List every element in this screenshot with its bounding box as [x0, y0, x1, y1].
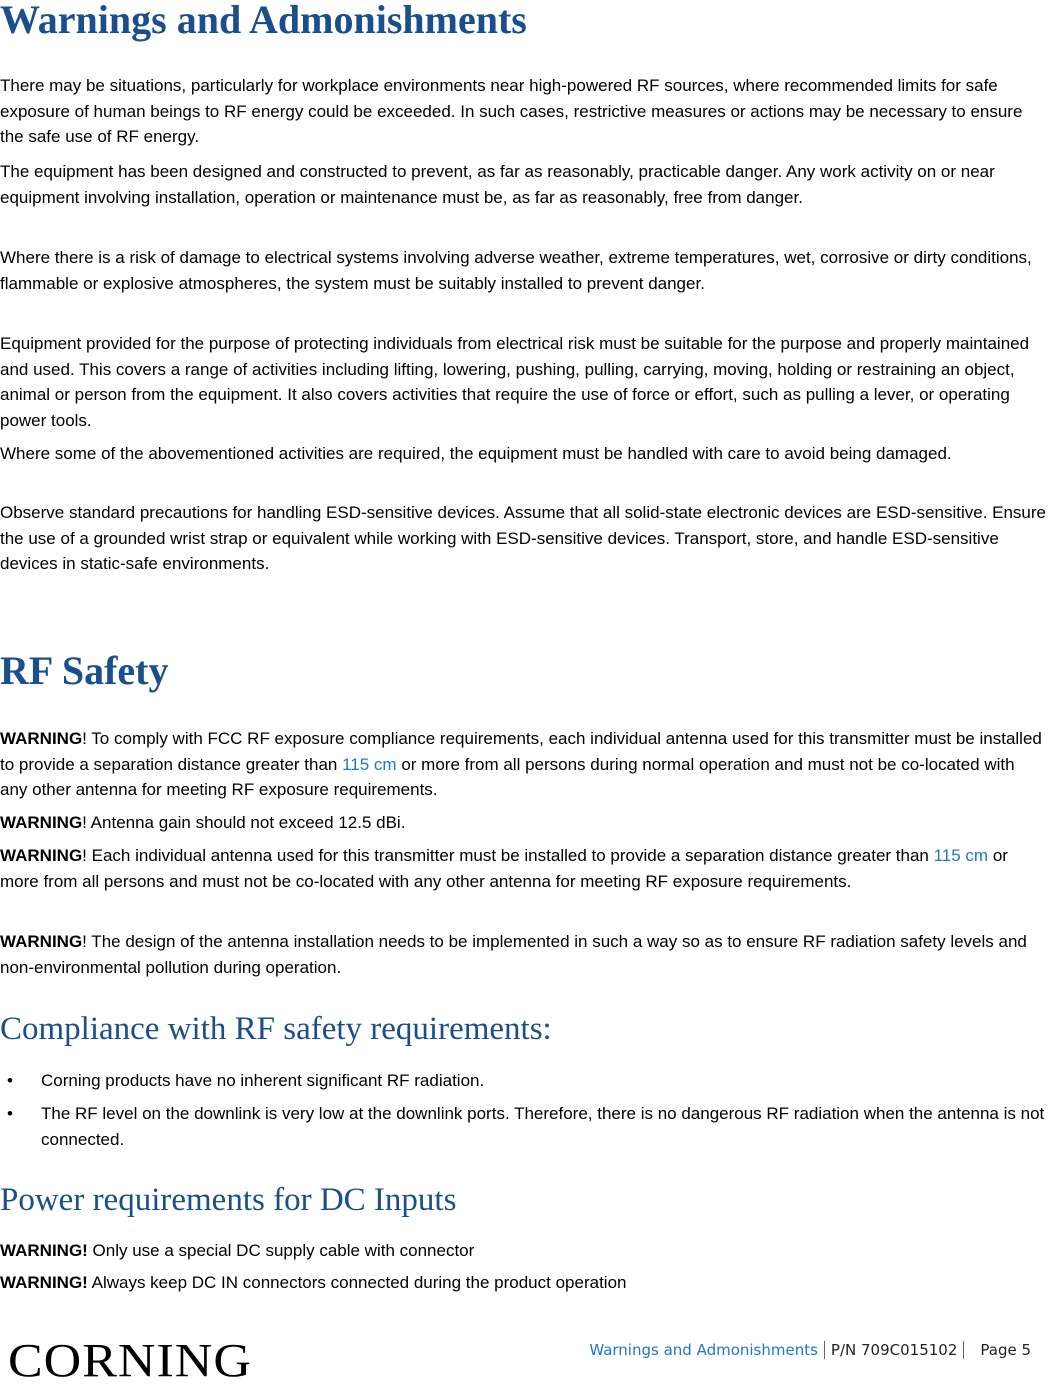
- paragraph-rf-exposure: There may be situations, particularly for workplace environments near high-powered RF sources, where recommended limits for safe exposure of human beings to RF energy could be exceeded. In such cases, restrictive measures or actions may be necessary to ensure the safe use of RF energy.: [0, 76, 1023, 146]
- page-footer: [589, 1340, 1031, 1360]
- bullet-icon: •: [7, 1071, 13, 1090]
- separation-distance: 115 cm: [933, 846, 989, 865]
- heading-warnings: Warnings and Admonishments: [0, 0, 527, 42]
- paragraph-equipment-design: The equipment has been designed and constructed to prevent, as far as reasonably, practicable danger. Any work activity on or near equipment involving installation, operation or maintenance must be, as far as reasonably, free from danger.: [0, 162, 995, 207]
- paragraph-esd: Observe standard precautions for handling ESD-sensitive devices. Assume that all solid-state electronic devices are ESD-sensitive. Ensure the use of a grounded wrist strap or equivalent while working with ESD-sensitive devices. Transport, store, and handle ESD-sensitive devices in static-safe environments.: [0, 503, 1047, 573]
- footer-divider: [963, 1341, 964, 1359]
- compliance-item-1: Corning products have no inherent significant RF radiation.: [41, 1071, 485, 1090]
- warning-label: WARNING: [0, 932, 83, 951]
- paragraph-electrical-risk: Where there is a risk of damage to electrical systems involving adverse weather, extreme temperatures, wet, corrosive or dirty conditions, flammable or explosive atmospheres, the system must be suitably installed to prevent danger.: [0, 248, 1032, 293]
- paragraph-handling-care: Where some of the abovementioned activities are required, the equipment must be handled with care to avoid being damaged.: [0, 444, 952, 463]
- warning-label: WARNING!: [0, 1273, 88, 1292]
- power-warning-2: WARNING! Always keep DC IN connectors connected during the product operation: [0, 1273, 627, 1292]
- heading-power: Power requirements for DC Inputs: [0, 1182, 457, 1218]
- paragraph-protective-equipment: Equipment provided for the purpose of protecting individuals from electrical risk must be suitable for the purpose and properly maintained and used. This covers a range of activities including lifting, lowering, pushing, pulling, carrying, moving, holding or restraining an object, animal or person from the equipment. It also covers activities that require the use of force or effort, such as pulling a lever, or operating power tools.: [0, 334, 1030, 430]
- warning-label: WARNING: [0, 729, 83, 748]
- heading-rf-safety: RF Safety: [0, 648, 169, 693]
- power-warning-1: WARNING! Only use a special DC supply cable with connector: [0, 1241, 475, 1260]
- rf-warning-1: WARNING! To comply with FCC RF exposure compliance requirements, each individual antenna used for this transmitter must be installed to provide a separation distance greater than 115 cm or more from all persons during normal operation and must not be co-located with any other antenna for meeting RF exposure requirements.: [0, 729, 1042, 799]
- compliance-item-2: The RF level on the downlink is very low at the downlink ports. Therefore, there is no dangerous RF radiation when the antenna is not connected.: [41, 1104, 1045, 1149]
- warning-label: WARNING!: [0, 1241, 88, 1260]
- rf-warning-3: WARNING! Each individual antenna used for this transmitter must be installed to provide a separation distance greater than 115 cm or more from all persons and must not be co-located with any other antenna for meeting RF exposure requirements.: [0, 846, 1008, 891]
- bullet-icon: •: [7, 1104, 13, 1123]
- footer-divider: [824, 1341, 825, 1359]
- footer-part-number: P/N 709C015102: [830, 1341, 958, 1359]
- rf-warning-2: WARNING! Antenna gain should not exceed 12.5 dBi.: [0, 813, 406, 832]
- warning-label: WARNING: [0, 813, 83, 832]
- warning-label: WARNING: [0, 846, 83, 865]
- footer-page-number: Page 5: [980, 1341, 1031, 1359]
- rf-warning-4: WARNING! The design of the antenna installation needs to be implemented in such a way so as to ensure RF radiation safety levels and non-environmental pollution during operation.: [0, 932, 1027, 977]
- heading-compliance: Compliance with RF safety requirements:: [0, 1011, 552, 1047]
- corning-logo: CORNING: [8, 1335, 252, 1388]
- separation-distance: 115 cm: [342, 754, 397, 774]
- footer-section-title: Warnings and Admonishments: [589, 1341, 818, 1359]
